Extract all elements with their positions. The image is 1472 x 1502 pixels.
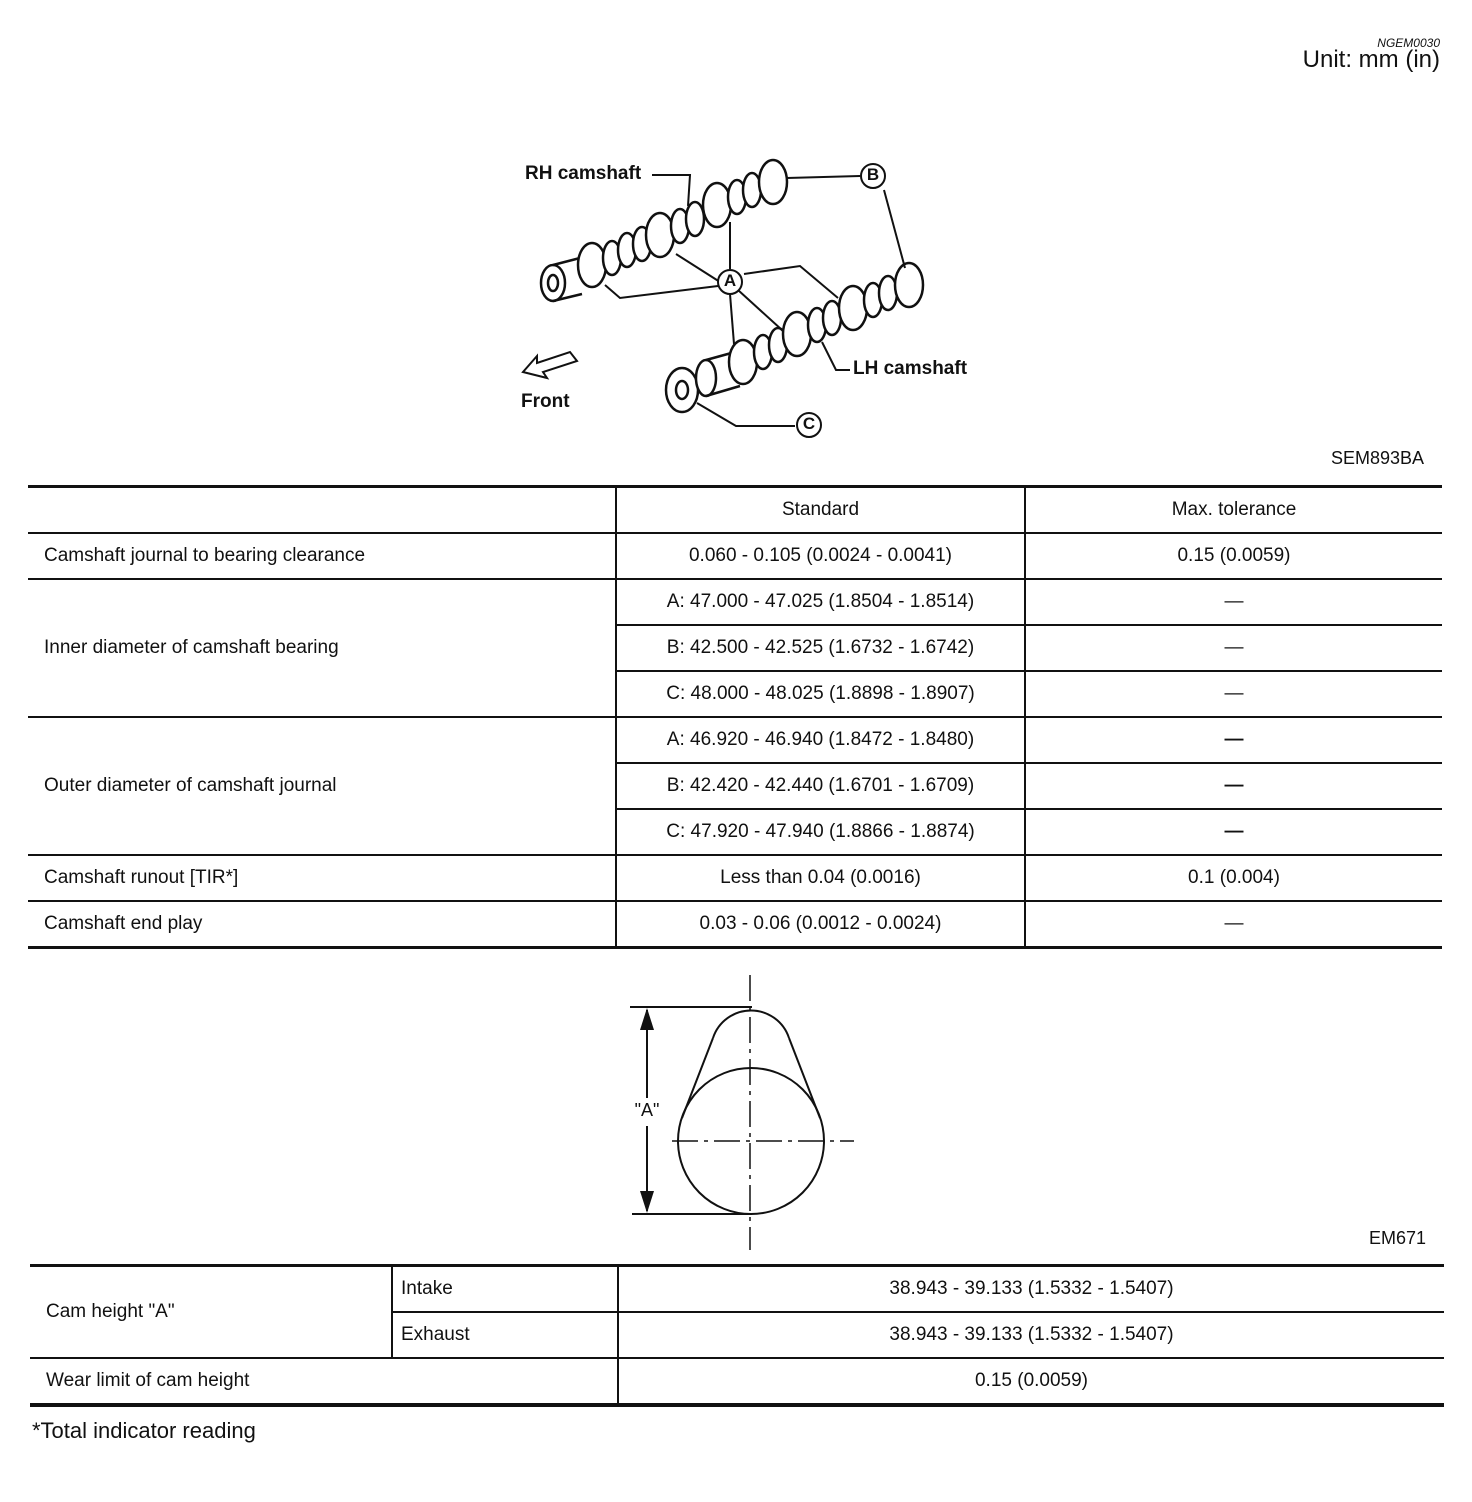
header-blank bbox=[28, 487, 616, 534]
camshaft-diagram bbox=[500, 150, 1000, 445]
row-standard: A: 46.920 - 46.940 (1.8472 - 1.8480) bbox=[616, 717, 1025, 763]
document-code: NGEM0030 bbox=[1377, 36, 1440, 50]
camshaft-spec-table bbox=[28, 485, 1442, 949]
cam-height-label: Cam height "A" bbox=[30, 1266, 392, 1359]
dimension-arrow-top-icon bbox=[640, 1008, 654, 1030]
row-max: — bbox=[1025, 717, 1442, 763]
figure-reference: EM671 bbox=[1368, 1228, 1426, 1248]
cam-height-table bbox=[30, 1264, 1444, 1407]
lh-camshaft-label: LH camshaft bbox=[853, 358, 968, 379]
row-standard: B: 42.500 - 42.525 (1.6732 - 1.6742) bbox=[616, 625, 1025, 671]
row-standard: C: 48.000 - 48.025 (1.8898 - 1.8907) bbox=[616, 671, 1025, 717]
figure-reference: SEM893BA bbox=[1330, 448, 1424, 468]
row-max: — bbox=[1025, 901, 1442, 948]
row-max: — bbox=[1025, 579, 1442, 625]
row-label: Inner diameter of camshaft bearing bbox=[28, 579, 616, 717]
dimension-arrow-bottom-icon bbox=[640, 1191, 654, 1213]
table-row bbox=[28, 533, 1442, 579]
row-max: 0.15 (0.0059) bbox=[1025, 533, 1442, 579]
exhaust-value: 38.943 - 39.133 (1.5332 - 1.5407) bbox=[618, 1312, 1444, 1358]
callout-c-label: C bbox=[802, 414, 816, 433]
intake-label: Intake bbox=[392, 1266, 618, 1313]
callout-a-label: A bbox=[723, 271, 737, 290]
table-header-row bbox=[28, 487, 1442, 534]
row-standard: Less than 0.04 (0.0016) bbox=[616, 855, 1025, 901]
table-row bbox=[28, 717, 1442, 763]
row-label: Camshaft runout [TIR*] bbox=[44, 867, 239, 888]
row-standard: C: 47.920 - 47.940 (1.8866 - 1.8874) bbox=[616, 809, 1025, 855]
table-row bbox=[28, 901, 1442, 948]
dimension-a-label: "A" bbox=[626, 1100, 668, 1121]
wear-limit-label: Wear limit of cam height bbox=[46, 1370, 250, 1391]
row-standard: A: 47.000 - 47.025 (1.8504 - 1.8514) bbox=[616, 579, 1025, 625]
wear-limit-value: 0.15 (0.0059) bbox=[618, 1358, 1444, 1405]
row-label: Camshaft journal to bearing clearance bbox=[44, 545, 366, 566]
lh-camshaft-drawing bbox=[666, 263, 923, 412]
table-row bbox=[28, 579, 1442, 625]
row-standard: 0.060 - 0.105 (0.0024 - 0.0041) bbox=[616, 533, 1025, 579]
row-max: — bbox=[1025, 671, 1442, 717]
row-max: — bbox=[1025, 763, 1442, 809]
footnote: *Total indicator reading bbox=[32, 1418, 256, 1443]
row-max: 0.1 (0.004) bbox=[1025, 855, 1442, 901]
callout-b-label: B bbox=[866, 165, 880, 184]
header-standard: Standard bbox=[616, 487, 1025, 534]
row-standard: B: 42.420 - 42.440 (1.6701 - 1.6709) bbox=[616, 763, 1025, 809]
header-max-tolerance: Max. tolerance bbox=[1025, 487, 1442, 534]
exhaust-label: Exhaust bbox=[392, 1312, 618, 1358]
front-arrow-icon bbox=[523, 352, 577, 378]
table-row bbox=[30, 1358, 1444, 1405]
row-standard: 0.03 - 0.06 (0.0012 - 0.0024) bbox=[616, 901, 1025, 948]
row-max: — bbox=[1025, 809, 1442, 855]
rh-camshaft-label: RH camshaft bbox=[525, 163, 642, 184]
table-row bbox=[28, 855, 1442, 901]
table-row bbox=[30, 1266, 1444, 1313]
row-label: Outer diameter of camshaft journal bbox=[28, 717, 616, 855]
row-label: Camshaft end play bbox=[44, 913, 203, 934]
unit-label: Unit: mm (in) bbox=[1302, 46, 1440, 73]
intake-value: 38.943 - 39.133 (1.5332 - 1.5407) bbox=[618, 1266, 1444, 1313]
front-label: Front bbox=[521, 391, 570, 412]
row-max: — bbox=[1025, 625, 1442, 671]
